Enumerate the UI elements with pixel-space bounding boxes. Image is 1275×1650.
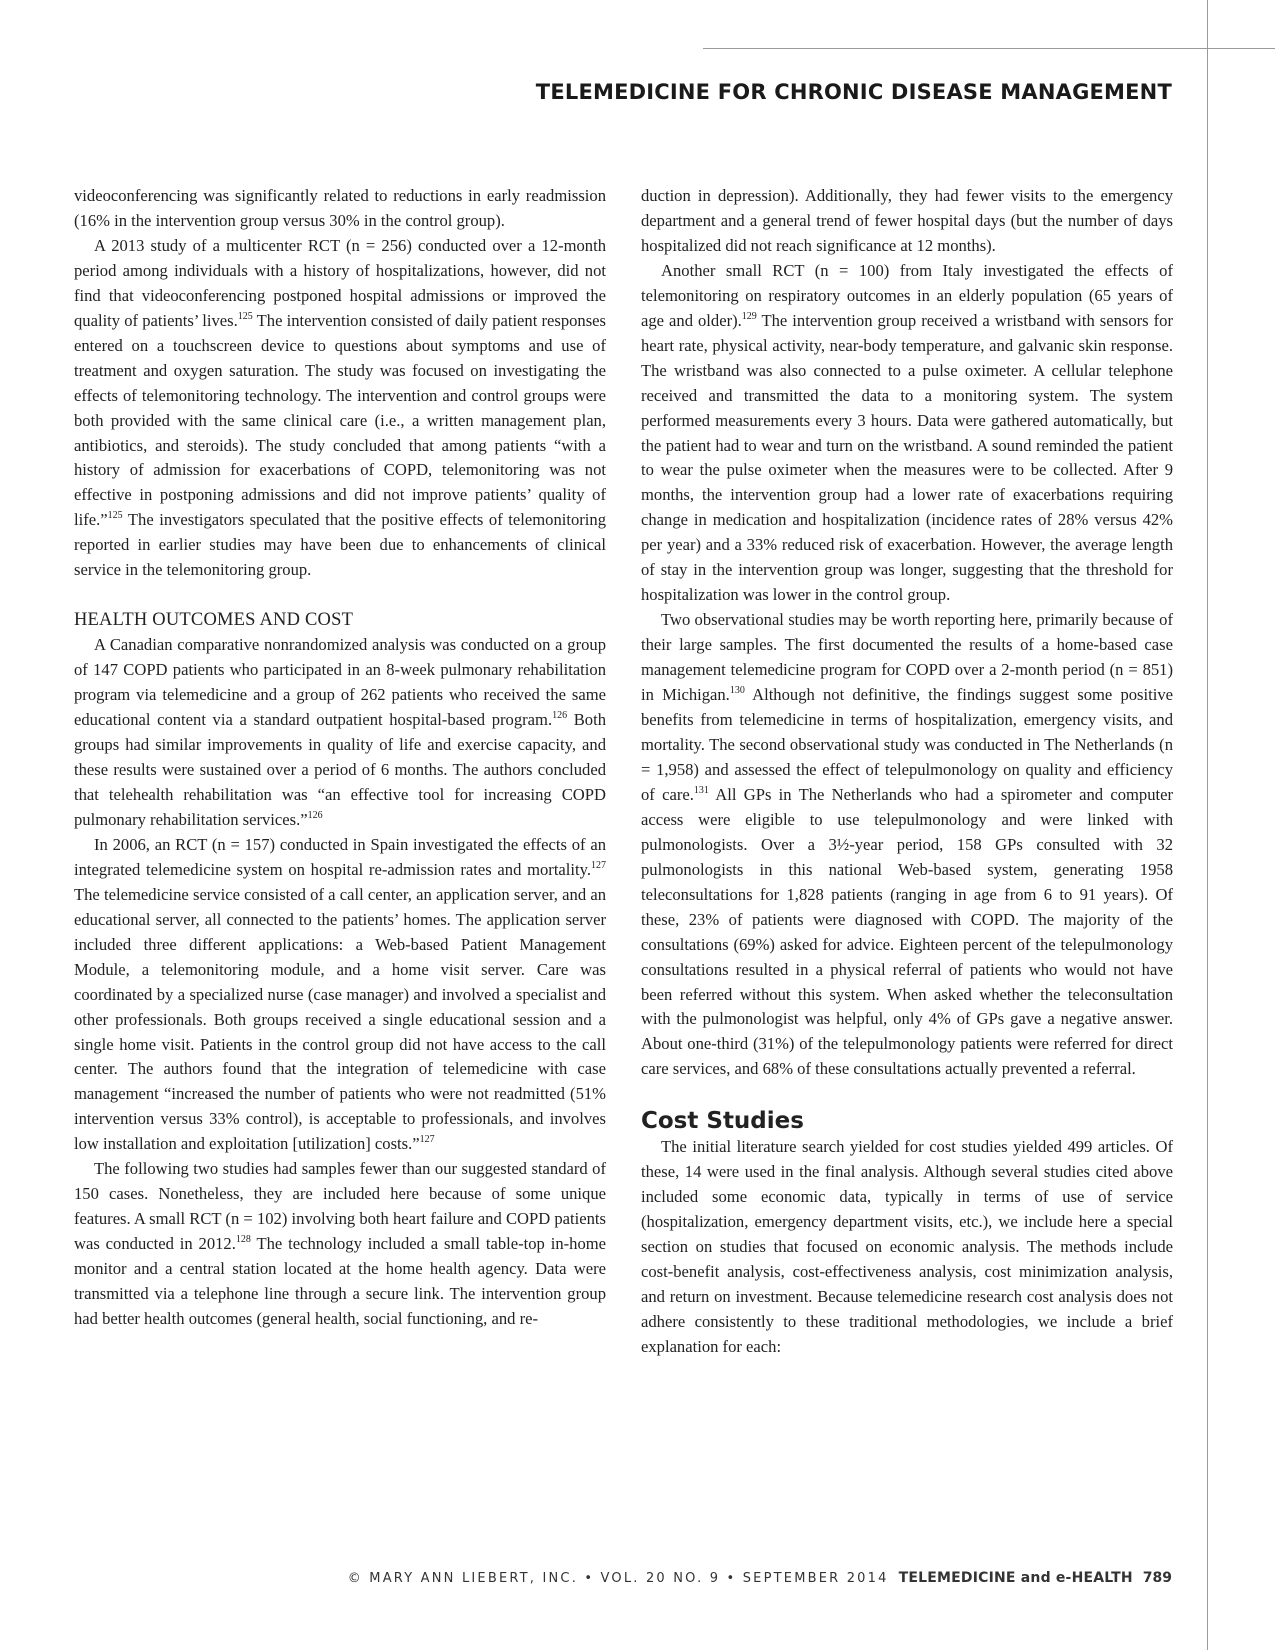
paragraph: Two observational studies may be worth reporting here, primarily because of their large samples. The first documented the results of a home-based case management telemedicine program for COPD over a 2-month period (n = 851) in Michigan.$^{130}$ Although not definitive, the findings suggest some positive benefits from telemedicine in terms of hospitalization, emergency visits, and mortality. The second observational study was conducted in The Netherlands (n = 1,958) and assessed the effect of telepulmonology on quality and efficiency of care.$^{131}$ All GPs in The Netherlands who had a spirometer and computer access were eligible to use telepulmonology and were linked with pulmonologists. Over a 3½-year period, 158 GPs consulted with 32 pulmonologists in this national Web-based system, generating 1958 teleconsultations for 1,828 patients (ranging in age from 6 to 91 years). Of these, 23% of patients were diagnosed with COPD. The majority of the consultations (69%) asked for advice. Eighteen percent of the telepulmonology consultations resulted in a physical referral of patients who would not have been referred without this system. When asked whether the teleconsultation with the pulmonologist was helpful, only 4% of GPs gave a negative answer. About one-third (31%) of the telepulmonology patients were referred for direct care services, and 68% of these consultations actually prevented a referral.: [641, 610, 1173, 1079]
subsection-heading: Cost Studies: [641, 1108, 804, 1135]
paragraph: duction in depression). Additionally, they had fewer visits to the emergency department and a general trend of fewer hospital days (but the number of days hospitalized did not reach significance at 12 months).: [641, 186, 1173, 255]
paragraph: videoconferencing was significantly related to reductions in early readmission (16% in the intervention group versus 30% in the control group).: [74, 186, 606, 230]
page-number: 789: [1142, 1570, 1172, 1586]
paragraph: The following two studies had samples fewer than our suggested standard of 150 cases. Nonetheless, they are included here because of some unique features. A small RCT (n = 102) involving both heart failure and COPD patients was conducted in 2012.$^{128}$ The technology included a small table-top in-home monitor and a central station located at the home health agency. Data were transmitted via a telephone line through a secure link. The intervention group had better health outcomes (general health, social functioning, and re-: [74, 1159, 607, 1328]
citation-ref: 129: [741, 310, 757, 322]
citation-ref: 127: [591, 859, 606, 871]
margin-rule: [1207, 0, 1208, 1650]
citation-ref: 128: [235, 1234, 251, 1246]
journal-name: TELEMEDICINE and e-HEALTH: [898, 1570, 1133, 1586]
citation-ref: 126: [552, 710, 568, 722]
citation-ref: 125: [237, 310, 253, 322]
page-footer: [348, 1570, 1172, 1586]
citation-ref: 126: [307, 809, 323, 821]
section-heading: HEALTH OUTCOMES AND COST: [74, 610, 354, 631]
paragraph: Another small RCT (n = 100) from Italy investigated the effects of telemonitoring on respiratory outcomes in an elderly population (65 years of age and older).$^{129}$ The intervention group received a wristband with sensors for heart rate, physical activity, near-body temperature, and galvanic skin response. The wristband was also connected to a pulse oximeter. A cellular telephone received and transmitted the data to a monitoring system. The system performed measurements every 3 hours. Data were gathered automatically, but the patient had to wear and turn on the wristband. A sound reminded the patient to wear the pulse oximeter when the measures were to be collected. After 9 months, the intervention group had a lower rate of exacerbations requiring change in medication and hospitalization (incidence rates of 28% versus 42% per year) and a 33% reduced risk of exacerbation. However, the average length of stay in the intervention group was longer, suggesting that the threshold for hospitalization was lower in the control group.: [641, 260, 1173, 605]
citation-ref: 131: [693, 784, 709, 796]
citation-ref: 127: [419, 1134, 435, 1146]
paragraph: The initial literature search yielded for cost studies yielded 499 articles. Of these, 14 were used in the final analysis. Although several studies cited above included some economic data, typically in terms of use of service (hospitalization, emergency department visits, etc.), we include here a special section on studies that focused on economic analysis. The methods include cost-benefit analysis, cost-effectiveness analysis, cost minimization analysis, and return on investment. Because telemedicine research cost analysis does not adhere consistently to these traditional methodologies, we include a brief explanation for each:: [641, 1137, 1173, 1356]
paragraph: A 2013 study of a multicenter RCT (n = 256) conducted over a 12-month period among individuals with a history of hospitalizations, however, did not find that videoconferencing postponed hospital admissions or improved the quality of patients’ lives.$^{125}$ The intervention consisted of daily patient responses entered on a touchscreen device to questions about symptoms and use of treatment and oxygen saturation. The study was focused on investigating the effects of telemonitoring technology. The intervention and control groups were both provided with the same clinical care (i.e., a written management plan, antibiotics, and steroids). The study concluded that among patients “with a history of admission for exacerbations of COPD, telemonitoring was not effective in postponing admissions and did not improve patients’ quality of life.”$^{125}$ The investigators speculated that the positive effects of telemonitoring reported in earlier studies may have been due to enhancements of clinical service in the telemonitoring group.: [74, 235, 606, 580]
paragraph: A Canadian comparative nonrandomized analysis was conducted on a group of 147 COPD patients who participated in an 8-week pulmonary rehabilitation program via telemedicine and a group of 262 patients who received the same educational content via a standard outpatient hospital-based program.$^{126}$ Both groups had similar improvements in quality of life and exercise capacity, and these results were sustained over a period of 6 months. The authors concluded that telehealth rehabilitation was “an effective tool for increasing COPD pulmonary rehabilitation services.”$^{126}$: [74, 635, 606, 829]
paragraph: In 2006, an RCT (n = 157) conducted in Spain investigated the effects of an integrated telemedicine system on hospital re-admission rates and mortality.$^{127}$ The telemedicine service consisted of a call center, an application server, and an educational server, all connected to the patients’ homes. The application server included three different applications: a Web-based Patient Management Module, a telemonitoring module, and a home visit server. Care was coordinated by a specialized nurse (case manager) and involved a specialist and other professionals. Both groups received a single educational session and a single home visit. Patients in the control group did not have access to the call center. The authors found that the integration of telemedicine with case management “increased the number of patients who were not readmitted (51% intervention versus 33% control), is acceptable to professionals, and involves low installation and exploitation [utilization] costs.”$^{127}$: [74, 834, 606, 1154]
running-title: TELEMEDICINE FOR CHRONIC DISEASE MANAGEMENT: [535, 80, 1172, 104]
header-rule: [703, 48, 1275, 49]
right-column: [641, 184, 1173, 1360]
citation-ref: 125: [107, 510, 123, 522]
citation-ref: 130: [729, 685, 745, 697]
publisher-info: © MARY ANN LIEBERT, INC. • VOL. 20 NO. 9 • SEPTEMBER 2014: [347, 1571, 889, 1586]
left-column: [74, 184, 606, 1332]
